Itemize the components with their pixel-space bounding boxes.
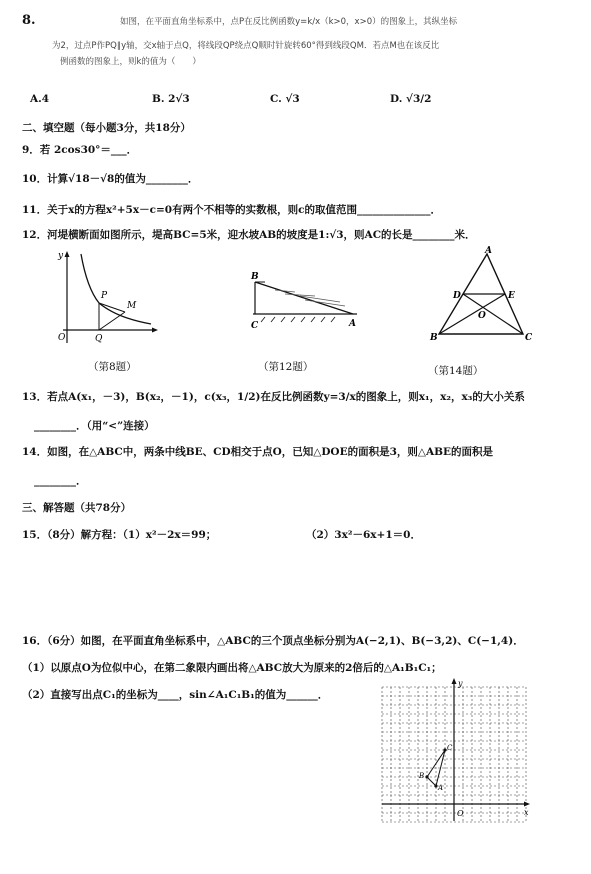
q14-line1: 14．如图，在△ABC中，两条中线BE、CD相交于点O，已知△DOE的面积是3，则△ABE的面积是 [22, 446, 493, 458]
q13-line2: ________．（用“<”连接） [34, 420, 155, 432]
q15-part2: （2）3x²－6x+1＝0． [306, 529, 421, 541]
caption-figure-8: （第8题） [88, 361, 137, 373]
q10: 10．计算√18－√8的值为________． [22, 173, 199, 185]
q12: 12．河堤横断面如图所示，堤高BC=5米，迎水坡AB的坡度是1:√3，则AC的长是________米． [22, 229, 476, 241]
f8-label-o: O [58, 333, 66, 343]
q8-option-a: A.4 [30, 93, 50, 105]
caption-figure-12: （第12题） [258, 361, 314, 373]
figure-12-embankment [245, 262, 365, 337]
q16-line3: （2）直接写出点C₁的坐标为____，sin∠A₁C₁B₁的值为______． [22, 689, 329, 701]
q11: 11．关于x的方程x²+5x－c=0有两个不相等的实数根，则c的取值范围______________． [22, 204, 441, 216]
f16-label-b: B [419, 772, 425, 780]
f16-label-c: C [447, 744, 453, 752]
section-3-title: 三、解答题（共78分） [22, 502, 132, 514]
q13-line1: 13．若点A(x₁，－3)，B(x₂，－1)，c(x₃，1/2)在反比例函数y=3/x的图象上，则x₁，x₂，x₃的大小关系 [22, 391, 525, 403]
f14-label-c: C [525, 333, 533, 343]
caption-figure-14: （第14题） [428, 365, 484, 377]
f16-label-o: O [457, 809, 464, 818]
q8-option-c: C. √3 [270, 93, 300, 105]
q8-line1: 如图，在平面直角坐标系中，点P在反比例函数y=k/x（k>0，x>0）的图象上，其纵坐标 [120, 17, 458, 27]
f14-label-e: E [508, 291, 515, 301]
q9: 9．若 2cos30°＝___． [22, 144, 138, 156]
q8-option-b: B. 2√3 [152, 93, 190, 105]
f8-label-y: y [58, 251, 64, 261]
q14-line2: ________． [34, 475, 87, 487]
f14-label-d: D [453, 291, 461, 301]
figure-8-graph [55, 248, 165, 348]
q15-part1: 15．（8分）解方程：（1）x²－2x＝99； [22, 529, 217, 541]
f8-label-m: M [127, 301, 137, 311]
q16-line2: （1）以原点O为位似中心，在第二象限内画出将△ABC放大为原来的2倍后的△A₁B₁C₁； [22, 662, 442, 674]
q8-line2: 为2，过点P作PQ∥y轴，交x轴于点Q，将线段QP绕点Q顺时针旋转60°得到线段QM．若点M也在该反比 [52, 41, 440, 51]
f16-label-a: A [438, 784, 444, 792]
f16-label-x: x [524, 808, 529, 817]
f8-label-q: Q [95, 334, 103, 344]
f14-label-o: O [478, 311, 486, 321]
figure-14-triangle [425, 246, 535, 346]
f16-label-y: y [458, 679, 463, 688]
q8-number: 8. [22, 13, 36, 28]
f8-label-p: P [101, 291, 108, 301]
f14-label-b: B [430, 333, 438, 343]
f12-label-c: C [251, 321, 259, 331]
f12-label-a: A [349, 319, 356, 329]
figure-16-coordinate-grid [374, 676, 534, 826]
q8-line3: 例函数的图象上，则k的值为（ ） [60, 57, 201, 67]
section-2-title: 二、填空题（每小题3分，共18分） [22, 122, 191, 134]
q16-line1: 16．（6分）如图，在平面直角坐标系中，△ABC的三个顶点坐标分别为A(−2,1)、B(−3,2)、C(−1,4)． [22, 635, 524, 647]
q8-option-d: D. √3/2 [390, 93, 432, 105]
f12-label-b: B [251, 272, 259, 282]
f14-label-a: A [485, 246, 492, 256]
